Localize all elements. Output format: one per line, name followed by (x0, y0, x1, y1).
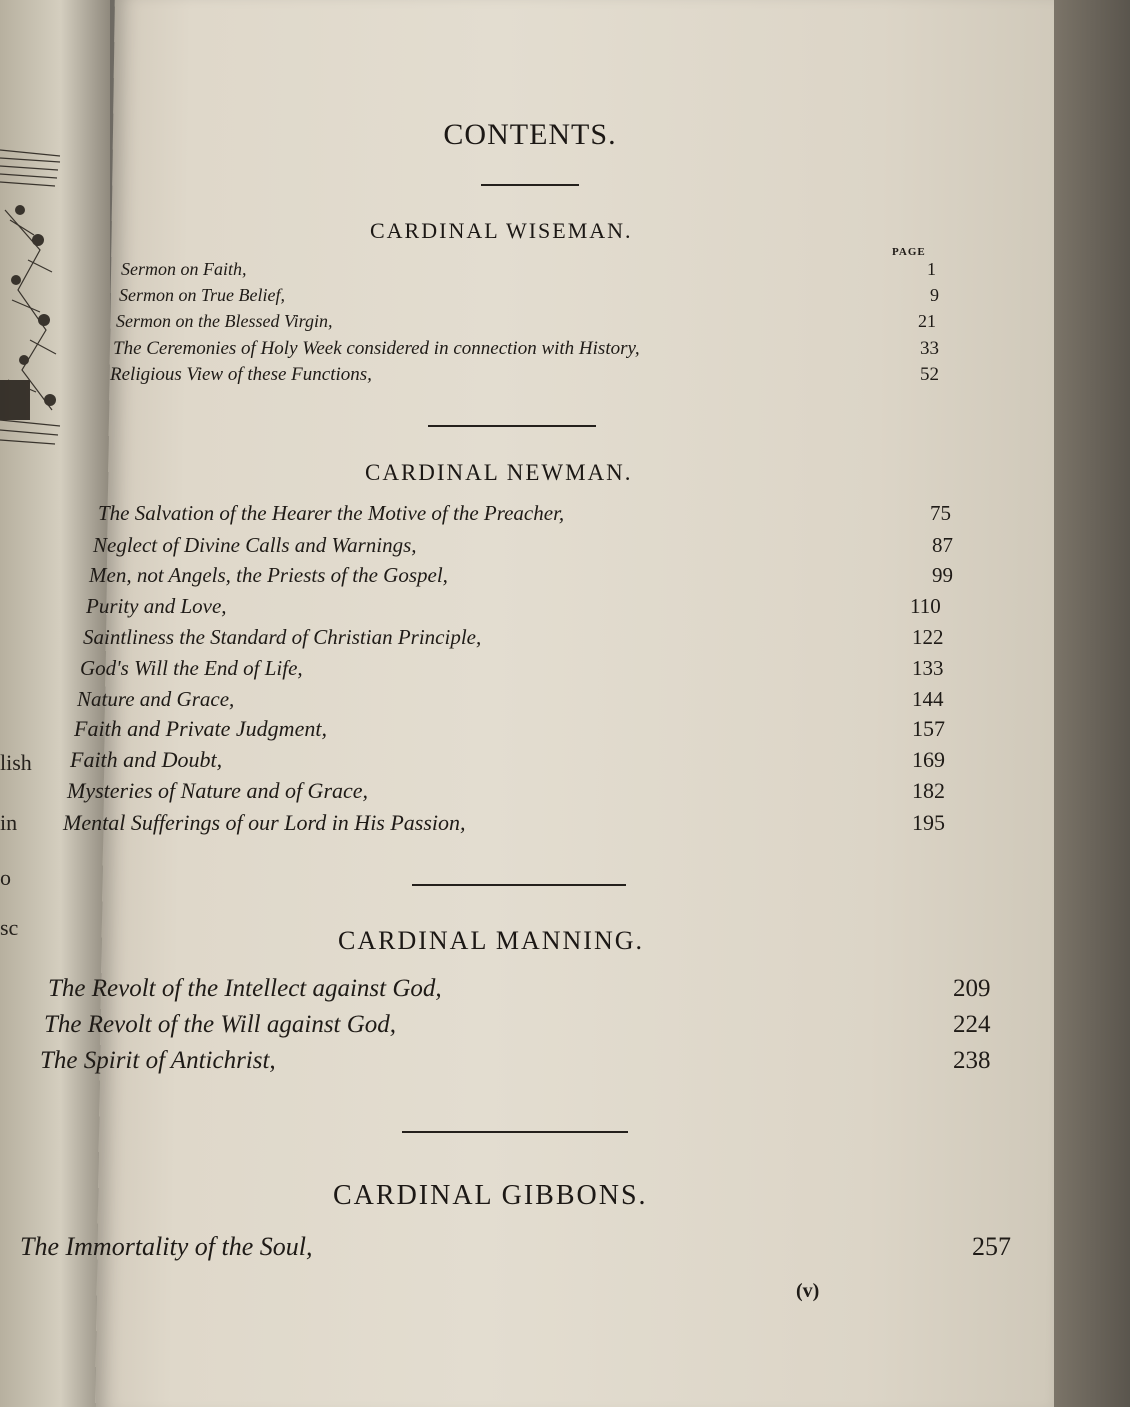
toc-entry-title: Neglect of Divine Calls and Warnings, (93, 533, 417, 557)
toc-entry-title: The Spirit of Antichrist, (40, 1047, 276, 1074)
toc-entry-page: 238 (953, 1047, 991, 1074)
toc-entry-page: 257 (972, 1232, 1011, 1261)
toc-entry-page: 99 (932, 563, 953, 587)
toc-entry-page: 21 (918, 311, 936, 331)
toc-entry (70, 747, 972, 777)
toc-entry-title: Purity and Love, (86, 594, 227, 618)
toc-entry-title: The Revolt of the Will against God, (44, 1011, 397, 1038)
toc-entry-page: 144 (912, 687, 944, 711)
toc-entry-title: Mysteries of Nature and of Grace, (67, 778, 369, 803)
section-heading-manning: CARDINAL MANNING. (338, 926, 645, 955)
toc-entry-title: Saintliness the Standard of Christian Principle, (83, 625, 482, 649)
toc-entry (63, 810, 972, 840)
toc-entry-title: Faith and Private Judgment, (74, 716, 327, 741)
toc-entry (113, 338, 980, 365)
toc-entry-page: 1 (927, 259, 936, 279)
toc-entry-page: 87 (932, 533, 953, 557)
toc-entry-title: Sermon on Faith, (121, 259, 247, 279)
divider-rule (428, 425, 596, 427)
toc-entry-title: God's Will the End of Life, (80, 656, 303, 680)
toc-entry-page: 195 (912, 810, 945, 835)
toc-entry (116, 311, 978, 337)
facing-page-fragment: in (0, 810, 18, 835)
toc-entry-page: 182 (912, 778, 945, 803)
toc-entry-page: 169 (912, 747, 945, 772)
divider-rule (481, 184, 579, 186)
toc-entry-page: 75 (930, 501, 951, 525)
toc-entry-page: 122 (912, 625, 944, 649)
page-column-label: PAGE (892, 246, 926, 258)
toc-entry-title: Mental Sufferings of our Lord in His Passion, (63, 810, 466, 835)
toc-entry-page: 224 (953, 1011, 991, 1038)
toc-entry (44, 1011, 1013, 1044)
contents-title: CONTENTS. (443, 118, 617, 151)
toc-entry-title: Men, not Angels, the Priests of the Gospel, (89, 563, 448, 587)
toc-entry (98, 501, 990, 530)
section-heading-gibbons: CARDINAL GIBBONS. (333, 1180, 648, 1211)
toc-entry-title: Sermon on the Blessed Virgin, (116, 311, 333, 331)
toc-entry (67, 778, 972, 808)
toc-entry-title: Faith and Doubt, (70, 747, 223, 772)
toc-entry-page: 133 (912, 656, 944, 680)
toc-entry-page: 9 (930, 285, 939, 305)
toc-entry-page: 52 (920, 364, 939, 385)
toc-entry-title: The Immortality of the Soul, (20, 1232, 313, 1261)
divider-rule (412, 884, 626, 886)
divider-rule (402, 1131, 628, 1133)
toc-entry (80, 656, 972, 685)
toc-entry-title: The Revolt of the Intellect against God, (48, 975, 442, 1002)
toc-entry (110, 364, 980, 391)
toc-entry-title: The Ceremonies of Holy Week considered in connection with History, (113, 338, 640, 359)
toc-entry-page: 33 (920, 338, 939, 359)
toc-entry (40, 1047, 1013, 1080)
toc-entry (119, 285, 990, 311)
section-heading-wiseman: CARDINAL WISEMAN. (370, 218, 633, 243)
toc-entry-title: Sermon on True Belief, (119, 285, 285, 305)
toc-entry-title: The Salvation of the Hearer the Motive of the Preacher, (98, 501, 565, 525)
toc-entry (77, 687, 972, 716)
section-heading-newman: CARDINAL NEWMAN. (365, 460, 633, 485)
toc-entry (121, 259, 987, 285)
toc-entry (89, 563, 992, 592)
toc-entry (83, 625, 972, 654)
facing-page-fragment: sc (0, 915, 19, 940)
toc-entry-page: 157 (912, 716, 945, 741)
toc-entry (20, 1232, 1032, 1266)
facing-page-fragment: o (0, 865, 11, 890)
toc-entry (48, 975, 1013, 1008)
toc-entry-title: Nature and Grace, (77, 687, 235, 711)
toc-entry-title: Religious View of these Functions, (110, 364, 372, 385)
folio-number: (v) (796, 1280, 820, 1302)
toc-entry (93, 533, 992, 562)
toc-entry (74, 716, 972, 746)
facing-page-fragment: lish (0, 750, 32, 775)
toc-entry-page: 209 (953, 975, 991, 1002)
toc-entry-page: 110 (910, 594, 941, 618)
toc-entry (86, 594, 970, 623)
